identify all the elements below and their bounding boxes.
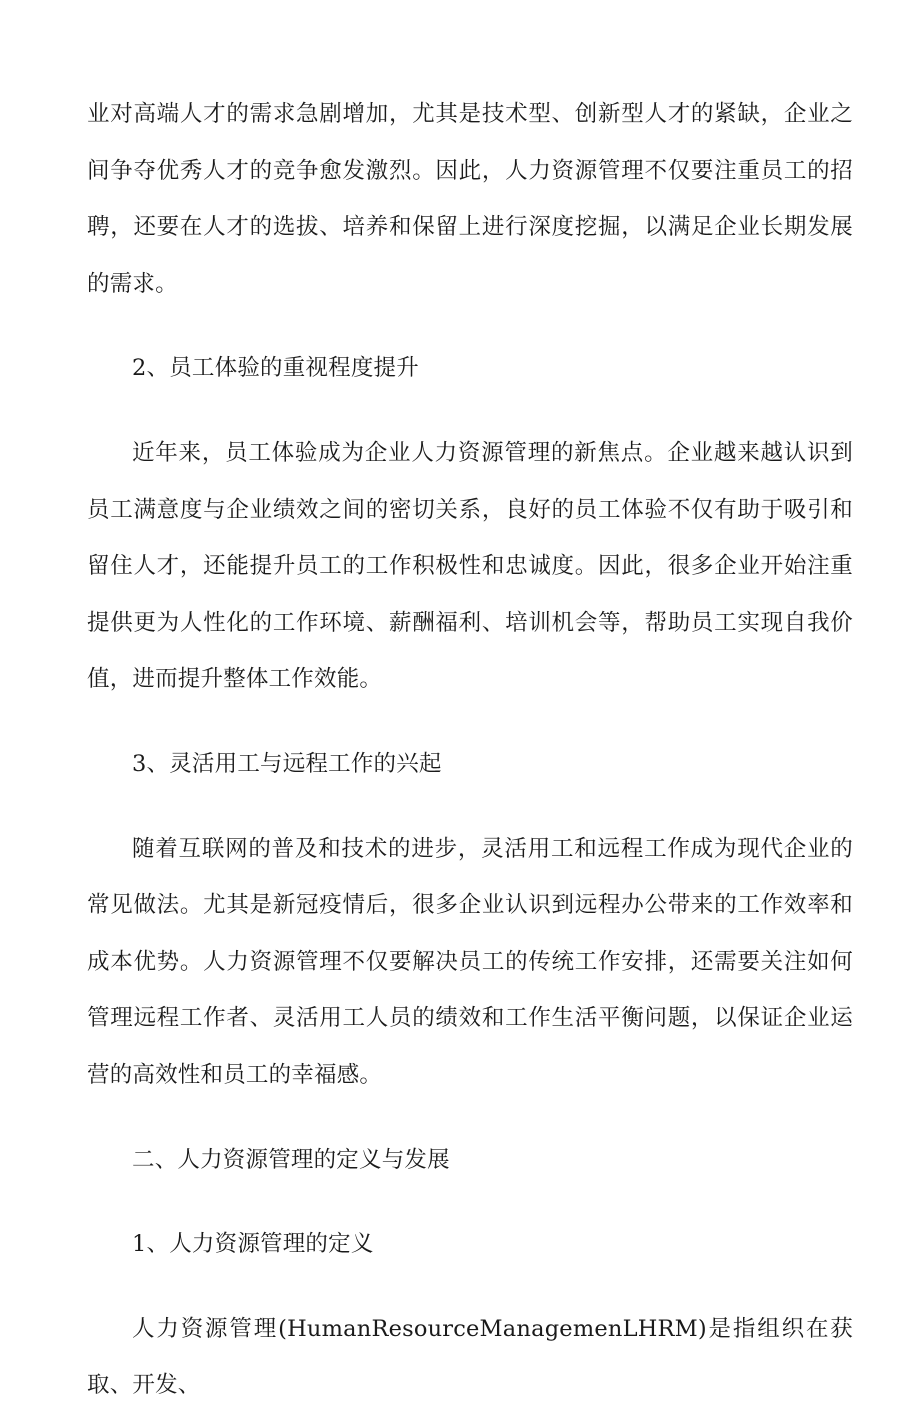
paragraph-gap <box>87 312 853 340</box>
heading-hrm-definition-development: 二、人力资源管理的定义与发展 <box>132 1146 450 1173</box>
paragraph-flexible-remote-work: 随着互联网的普及和技术的进步，灵活用工和远程工作成为现代企业的常见做法。尤其是新冠疫情后，很多企业认识到远程办公带来的工作效率和成本优势。人力资源管理不仅要解决员工的传统工作安排，还需要关注如何管理远程工作者、灵活用工人员的绩效和工作生活平衡问题，以保证企业运营的高效性和员工的幸福感。 <box>87 835 853 1088</box>
paragraph-hrm-definition: 人力资源管理(HumanResourceManagemenLHRM)是指组织在获取、开发、 <box>87 1315 853 1399</box>
heading-hrm-definition: 1、人力资源管理的定义 <box>132 1231 374 1258</box>
paragraph-gap <box>87 793 853 821</box>
paragraph-gap <box>87 708 853 736</box>
document-page <box>87 86 853 1414</box>
paragraph-gap <box>87 397 853 425</box>
heading-employee-experience: 2、员工体验的重视程度提升 <box>132 355 419 382</box>
heading-flexible-remote-work: 3、灵活用工与远程工作的兴起 <box>132 750 442 777</box>
paragraph-gap <box>87 1104 853 1132</box>
paragraph-employee-experience: 近年来，员工体验成为企业人力资源管理的新焦点。企业越来越认识到员工满意度与企业绩效之间的密切关系，良好的员工体验不仅有助于吸引和留住人才，还能提升员工的工作积极性和忠诚度。因此，很多企业开始注重提供更为人性化的工作环境、薪酬福利、培训机会等，帮助员工实现自我价值，进而提升整体工作效能。 <box>87 439 853 693</box>
paragraph-gap <box>87 1273 853 1301</box>
paragraph-talent-demand: 业对高端人才的需求急剧增加，尤其是技术型、创新型人才的紧缺，企业之间争夺优秀人才的竞争愈发激烈。因此，人力资源管理不仅要注重员工的招聘，还要在人才的选拔、培养和保留上进行深度挖掘，以满足企业长期发展的需求。 <box>87 101 853 297</box>
paragraph-gap <box>87 1188 853 1216</box>
